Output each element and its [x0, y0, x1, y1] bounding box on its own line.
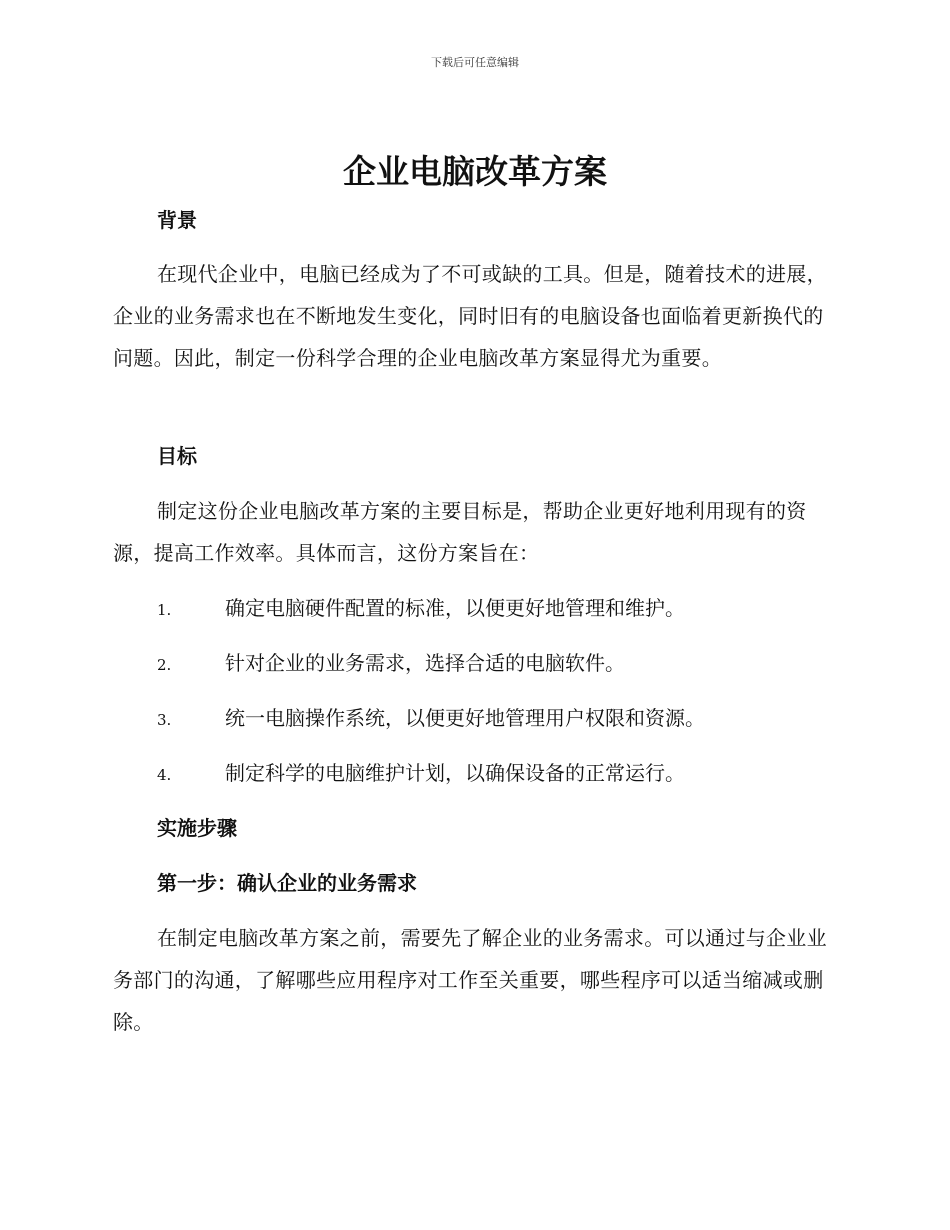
step1-heading: 第一步：确认企业的业务需求 [157, 871, 417, 895]
list-item [157, 759, 837, 789]
steps-heading: 实施步骤 [157, 816, 237, 840]
background-paragraph: 在现代企业中，电脑已经成为了不可或缺的工具。但是，随着技术的进展，企业的业务需求也在不断地发生变化，同时旧有的电脑设备也面临着更新换代的问题。因此，制定一份科学合理的企业电脑改革方案显得尤为重要。 [113, 262, 827, 370]
goal-heading: 目标 [157, 444, 197, 468]
header-note: 下载后可任意编辑 [431, 56, 519, 69]
list-number: 4. [157, 766, 172, 784]
list-item [157, 594, 837, 624]
list-text: 制定科学的电脑维护计划，以确保设备的正常运行。 [225, 761, 685, 785]
step1-paragraph: 在制定电脑改革方案之前，需要先了解企业的业务需求。可以通过与企业业务部门的沟通，了解哪些应用程序对工作至关重要，哪些程序可以适当缩减或删除。 [113, 926, 827, 1034]
list-number: 2. [157, 656, 172, 674]
goal-paragraph: 制定这份企业电脑改革方案的主要目标是，帮助企业更好地利用现有的资源，提高工作效率。具体而言，这份方案旨在： [113, 499, 807, 565]
background-heading: 背景 [157, 208, 197, 232]
list-item [157, 704, 837, 734]
list-text: 确定电脑硬件配置的标准，以便更好地管理和维护。 [225, 596, 685, 620]
list-text: 统一电脑操作系统，以便更好地管理用户权限和资源。 [225, 706, 705, 730]
list-item [157, 649, 837, 679]
document-title: 企业电脑改革方案 [343, 152, 607, 191]
list-text: 针对企业的业务需求，选择合适的电脑软件。 [225, 651, 625, 675]
list-number: 3. [157, 711, 172, 729]
list-number: 1. [157, 601, 172, 619]
